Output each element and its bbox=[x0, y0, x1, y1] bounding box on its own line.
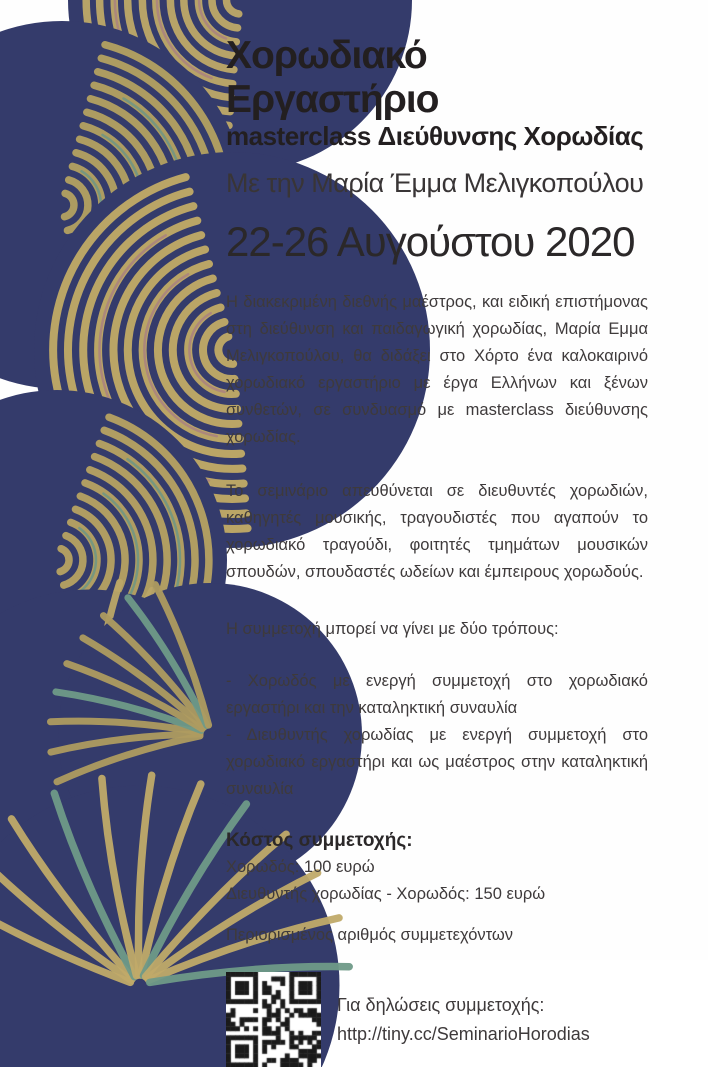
title-line2: masterclass Διεύθυνσης Χορωδίας bbox=[226, 122, 648, 152]
participation-options bbox=[226, 668, 648, 803]
decorative-pattern-strip bbox=[82, 0, 198, 960]
registration-block bbox=[226, 972, 648, 1067]
cost-line-conductor: Διευθυντής χορωδίας - Χορωδός: 150 ευρώ bbox=[226, 881, 648, 908]
limited-participants-note: Περιορισμένος αριθμός συμμετεχόντων bbox=[226, 922, 648, 949]
registration-url: http://tiny.cc/SeminarioHorodias bbox=[337, 1020, 590, 1049]
striped-leaves-pattern bbox=[82, 0, 198, 960]
cost-heading: Κόστος συμμετοχής: bbox=[226, 827, 648, 854]
registration-label: Για δηλώσεις συμμετοχής: bbox=[337, 991, 590, 1020]
participation-intro: Η συμμετοχή μπορεί να γίνει με δύο τρόπους: bbox=[226, 616, 648, 643]
page-title: Χορωδιακό Εργαστήριο bbox=[226, 34, 648, 121]
participation-option-conductor: - Διευθυντής χορωδίας με ενεργή συμμετοχή στο χορωδιακό εργαστήρι και ως μαέστρος στην καταληκτική συναυλία bbox=[226, 722, 648, 803]
cost-line-chorister: Χορωδός: 100 ευρώ bbox=[226, 854, 648, 881]
qr-code bbox=[226, 972, 321, 1067]
poster-content bbox=[226, 0, 648, 1067]
event-dates: 22-26 Αυγούστου 2020 bbox=[226, 218, 648, 266]
instructor-name: Με την Μαρία Έμμα Μελιγκοπούλου bbox=[226, 168, 648, 199]
participation-option-chorister: - Χορωδός με ενεργή συμμετοχή στο χορωδιακό εργαστήρι και την καταληκτική συναυλία bbox=[226, 668, 648, 722]
intro-paragraph: Η διακεκριμένη διεθνής μαέστρος, και ειδική επιστήμονας στη διεύθυνση και παιδαγωγική χορωδίας, Μαρία Εμμα Μελιγκοπούλου, θα διδάξει στο Χόρτο ένα καλοκαιρινό χορωδιακό εργαστήριο με έργα Ελλήνων και ξένων συνθετών, σε συνδυασμό με masterclass διεύθυνσης χορωδίας. bbox=[226, 289, 648, 451]
registration-text bbox=[337, 991, 590, 1049]
audience-paragraph: Το σεμινάριο απευθύνεται σε διευθυντές χορωδιών, καθηγητές μουσικής, τραγουδιστές που αγαπούν το χορωδιακό τραγούδι, φοιτητές τμημάτων μουσικών σπουδών, σπουδαστές ωδείων και έμπειρους χορωδούς. bbox=[226, 478, 648, 586]
